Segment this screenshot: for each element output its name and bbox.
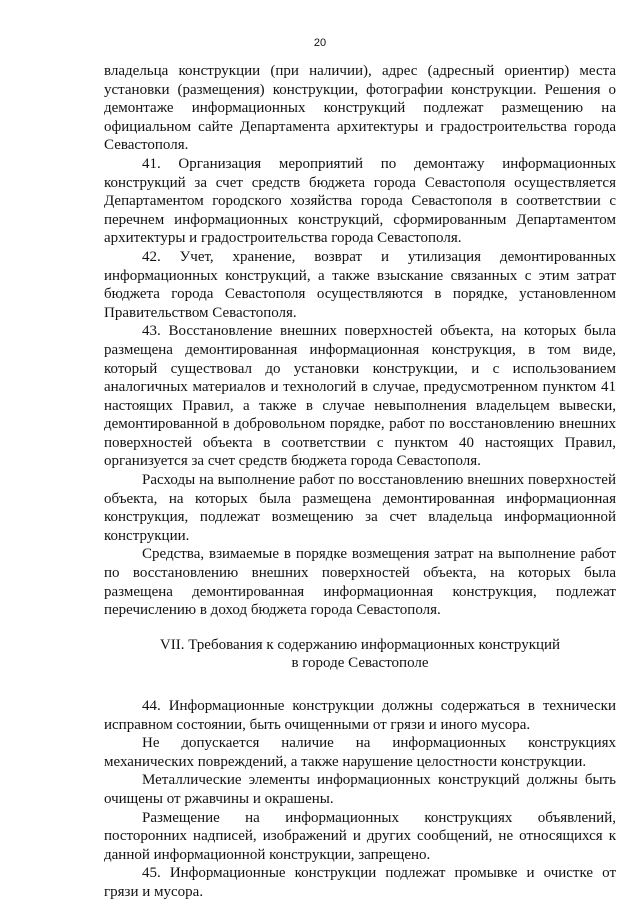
paragraph-43: 43. Восстановление внешних поверхностей объекта, на которых была размещена демонтированная информационная конструкция, в том виде, который существовал до установки конструкции, и с использованием аналогичных материалов и технологий в случае, предусмотренном пунктом 41 настоящих Правил, а также в случае невыполнения владельцем вывески, демонтированной в добровольном порядке, работ по восстановлению внешних поверхностей объекта в соответствии с пунктом 40 настоящих Правил, организуется за счет средств бюджета города Севастополя. [104, 323, 616, 470]
paragraph-44-ads: Размещение на информационных конструкциях объявлений, посторонних надписей, изображений и других сообщений, не относящихся к данной информационной конструкции, запрещено. [104, 809, 616, 863]
paragraph-44: 44. Информационные конструкции должны содержаться в технически исправном состоянии, быть очищенными от грязи и иного мусора. [104, 698, 616, 733]
document-body [104, 62, 616, 902]
paragraph-44-metal: Металлические элементы информационных конструкций должны быть очищены от ржавчины и окрашены. [104, 772, 616, 807]
paragraph-45: 45. Информационные конструкции подлежат промывке и очистке от грязи и мусора. [104, 865, 616, 900]
section-heading-line-1: VII. Требования к содержанию информационных конструкций [159, 636, 561, 653]
page-number: 20 [313, 37, 327, 49]
paragraph-41: 41. Организация мероприятий по демонтажу информационных конструкций за счет средств бюджета города Севастополя осуществляется Департаментом городского хозяйства города Севастополя в соответствии с перечнем информационных конструкций, сформированным Департаментом архитектуры и градостроительства города Севастополя. [104, 155, 616, 247]
paragraph-continuation: владельца конструкции (при наличии), адрес (адресный ориентир) места установки (размещения) конструкции, фотографии конструкции. Решения о демонтаже информационных конструкций подлежат размещению на официальном сайте Департамента архитектуры и градостроительства города Севастополя. [104, 63, 616, 154]
paragraph-44-damage: Не допускается наличие на информационных конструкциях механических повреждений, а также нарушение целостности конструкции. [104, 735, 616, 770]
paragraph-43-expenses: Расходы на выполнение работ по восстановлению внешних поверхностей объекта, на которых была размещена демонтированная информационная конструкция, подлежат возмещению за счет владельца информационной конструкции. [104, 472, 616, 544]
paragraph-42: 42. Учет, хранение, возврат и утилизация демонтированных информационных конструкций, а также взыскание связанных с этим затрат бюджета города Севастополя осуществляются в порядке, установленном Правительством Севастополя. [104, 248, 616, 321]
section-heading-line-2: в городе Севастополе [291, 655, 429, 672]
paragraph-43-funds: Средства, взимаемые в порядке возмещения затрат на выполнение работ по восстановлению внешних поверхностей объекта, на которых была размещена демонтированная информационная конструкция, подлежат перечислению в доход бюджета города Севастополя. [104, 546, 616, 619]
section-heading [104, 636, 616, 673]
